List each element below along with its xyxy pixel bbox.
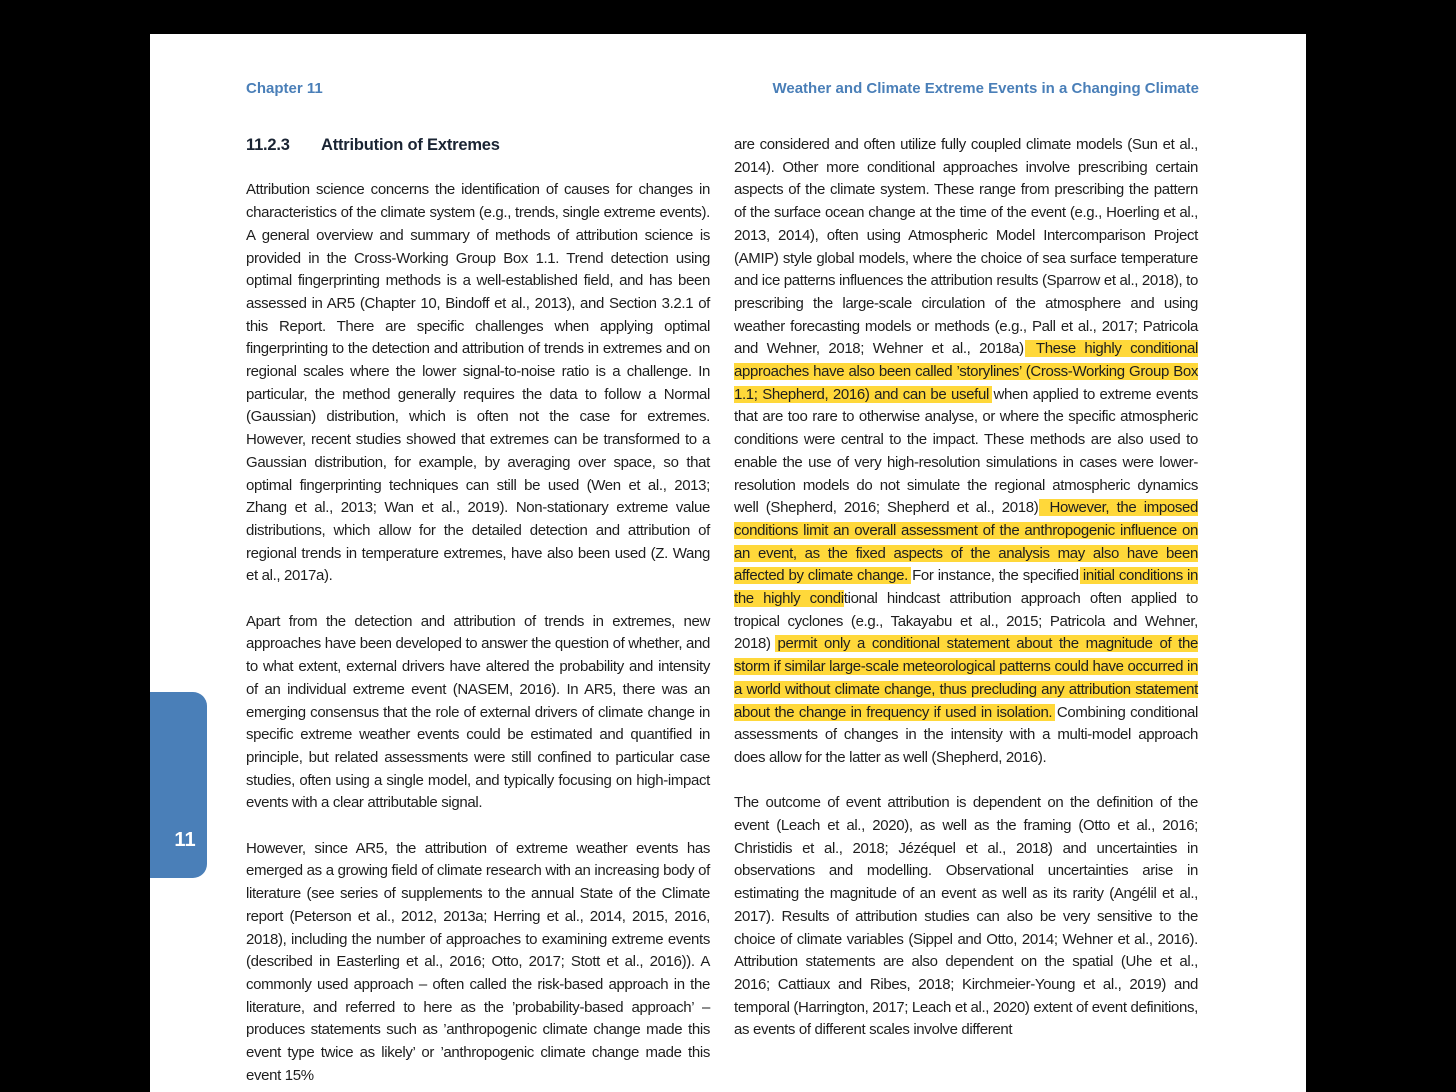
section-title: Attribution of Extremes: [321, 136, 500, 154]
running-head-title: Weather and Climate Extreme Events in a Changing Climate: [772, 80, 1199, 97]
highlighted-text-conditional-statement: permit only a conditional statement about the magnitude of the storm if similar large-scale meteorological patterns could have occurred in a world without climate change, thus precluding any attribution statement about the change in frequency if used in isolation.: [734, 635, 1198, 721]
paragraph-conditional-approaches: [734, 134, 1198, 770]
chapter-tab-number: 11: [174, 829, 196, 851]
paragraph-event-attribution-outcome: The outcome of event attribution is dependent on the definition of the event (Leach et al., 2020), as well as the framing (Otto et al., 2016; Christidis et al., 2018; Jézéquel et al., 2018) and uncertainties in observations and modelling. Observational uncertainties arise in estimating the magnitude of an event as well as its rarity (Angélil et al., 2017). Results of attribution studies can also be very sensitive to the choice of climate variables (Sippel and Otto, 2014; Wehner et al., 2016). Attribution statements are also dependent on the spatial (Uhe et al., 2016; Cattiaux and Ribes, 2018; Kirchmeier-Young et al., 2019) and temporal (Harrington, 2017; Leach et al., 2020) extent of event definitions, as events of different scales involve different: [734, 794, 1198, 1039]
paragraph-since-ar5: However, since AR5, the attribution of extreme weather events has emerged as a growing field of climate research with an increasing body of literature (see series of supplements to the annual State of the Climate report (Peterson et al., 2012, 2013a; Herring et al., 2014, 2015, 2016, 2018), including the number of approaches to examining extreme events (described in Easterling et al., 2016; Otto, 2017; Stott et al., 2016)). A commonly used approach – often called the risk-based approach in the literature, and referred to here as the ’probability-based approach’ – produces statements such as ’anthropogenic climate change made this event type twice as likely’ or ’anthropogenic climate change made this event 15%: [246, 839, 710, 1084]
text-segment: are considered and often utilize fully coupled climate models (Sun et al., 2014). Other more conditional approaches involve prescribing certain aspects of the climate system. These range from prescribing the pattern of the surface ocean change at the time of the event (e.g., Hoerling et al., 2013, 2014), often using Atmospheric Model Intercomparison Project (AMIP) style global models, where the choice of sea surface temperature and ice patterns influences the attribution results (Sparrow et al., 2018), to prescribing the large-scale circulation of the atmosphere and using weather forecasting models or methods (e.g., Pall et al., 2017; Patricola and Wehner, 2018; Wehner et al., 2018a).: [734, 136, 1198, 358]
section-heading: [246, 134, 710, 157]
text-segment: Combining conditional assessments of changes in the intensity with a multi-model approach does allow for the latter as well (Shepherd, 2016).: [734, 703, 1199, 766]
text-segment: itional hindcast attribution approach often applied to tropical cyclones (e.g., Takayabu et al., 2015; Patricola and Wehner, 2018): [734, 590, 1198, 653]
section-number: 11.2.3: [246, 136, 290, 154]
highlighted-text-storylines: These highly conditional approaches have also been called ’storylines’ (Cross-Working Group Box 1.1; Shepherd, 2016) and can be useful: [734, 340, 1198, 403]
text-segment: when applied to extreme events that are too rare to otherwise analyse, or where the specific atmospheric conditions were central to the impact. These methods are also used to enable the use of very high-resolution simulations in cases were lower-resolution models do not simulate the regional atmospheric dynamics well (Shepherd, 2016; Shepherd et al., 2018).: [734, 385, 1198, 517]
text-segment: For instance, the specified: [907, 567, 1083, 585]
left-column: [246, 134, 710, 1092]
running-head-chapter: Chapter 11: [246, 80, 323, 97]
paragraph-new-approaches: Apart from the detection and attribution of trends in extremes, new approaches have been developed to answer the question of whether, and to what extent, external drivers have altered the probability and intensity of an individual extreme event (NASEM, 2016). In AR5, there was an emerging consensus that the role of external drivers of climate change in specific extreme weather events could be estimated and quantified in principle, but related assessments were still confined to particular case studies, often using a single model, and typically focusing on high-impact events with a clear attributable signal.: [246, 612, 710, 812]
highlighted-text-initial-conditions: initial conditions in the highly cond: [734, 567, 1198, 608]
chapter-tab: [150, 692, 207, 878]
right-column: [734, 134, 1198, 1065]
document-page: [150, 34, 1306, 1092]
highlighted-text-imposed-conditions: However, the imposed conditions limit an overall assessment of the anthropogenic influence on an event, as the fixed aspects of the analysis may also have been affected by climate change.: [734, 499, 1199, 585]
paragraph-attribution-science: Attribution science concerns the identification of causes for changes in characteristics of the climate system (e.g., trends, single extreme events). A general overview and summary of methods of attribution science is provided in the Cross-Working Group Box 1.1. Trend detection using optimal fingerprinting methods is a well-established field, and has been assessed in AR5 (Chapter 10, Bindoff et al., 2013), and Section 3.2.1 of this Report. There are specific challenges when applying optimal fingerprinting to the detection and attribution of trends in extremes and on regional scales where the lower signal-to-noise ratio is a challenge. In particular, the method generally requires the data to follow a Normal (Gaussian) distribution, which is often not the case for extremes. However, recent studies showed that extremes can be transformed to a Gaussian distribution, for example, by averaging over space, so that optimal fingerprinting techniques can still be used (Wen et al., 2013; Zhang et al., 2013; Wan et al., 2019). Non-stationary extreme value distributions, which allow for the detailed detection and attribution of regional trends in temperature extremes, have also been used (Z. Wang et al., 2017a).: [246, 181, 710, 585]
